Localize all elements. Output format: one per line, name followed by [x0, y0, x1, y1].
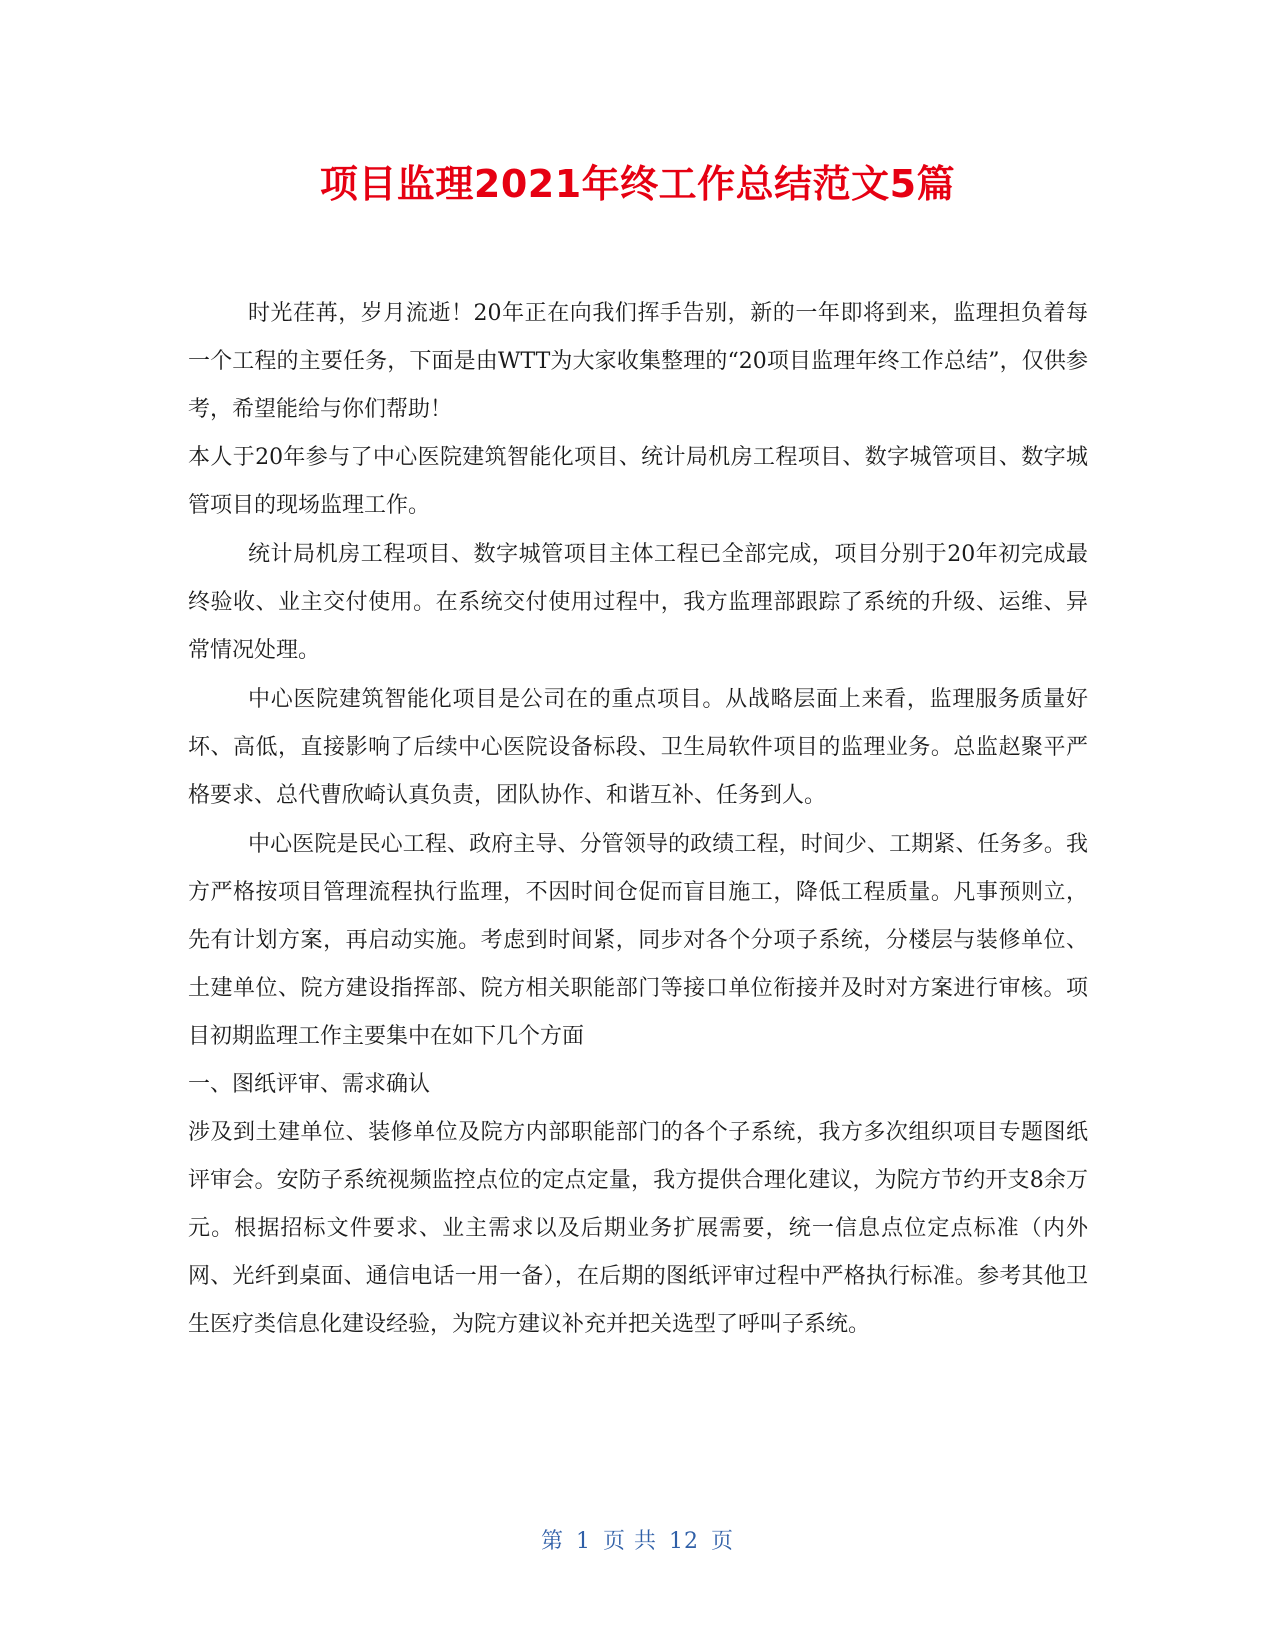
paragraph-participation: 本人于20年参与了中心医院建筑智能化项目、统计局机房工程项目、数字城管项目、数字城管项目的现场监理工作。 — [188, 445, 1088, 518]
footer-middle: 页 共 — [603, 1529, 657, 1554]
paragraph-hospital-details: 中心医院是民心工程、政府主导、分管领导的政绩工程，时间少、工期紧、任务多。我方严格按项目管理流程执行监理，不因时间仓促而盲目施工，降低工程质量。凡事预则立，先有计划方案，再启动实施。考虑到时间紧，同步对各个分项子系统，分楼层与装修单位、土建单位、院方建设指挥部、院方相关职能部门等接口单位衔接并及时对方案进行审核。项目初期监理工作主要集中在如下几个方面 — [188, 832, 1088, 1049]
paragraph-hospital-project: 中心医院建筑智能化项目是公司在的重点项目。从战略层面上来看，监理服务质量好坏、高低，直接影响了后续中心医院设备标段、卫生局软件项目的监理业务。总监赵聚平严格要求、总代曹欣崎认真负责，团队协作、和谐互补、任务到人。 — [188, 687, 1088, 808]
footer-prefix: 第 — [540, 1529, 564, 1554]
footer-total-pages: 12 — [669, 1529, 699, 1554]
section-heading-drawing-review: 一、图纸评审、需求确认 — [188, 1072, 431, 1097]
footer-suffix: 页 — [711, 1529, 735, 1554]
paragraph-intro: 时光荏苒，岁月流逝！20年正在向我们挥手告别，新的一年即将到来，监理担负着每一个工程的主要任务，下面是由WTT为大家收集整理的“20项目监理年终工作总结”，仅供参考，希望能给与你们帮助！ — [188, 301, 1088, 422]
document-title: 项目监理2021年终工作总结范文5篇 — [319, 162, 956, 206]
document-body — [188, 290, 1088, 1349]
paragraph-drawing-review: 涉及到土建单位、装修单位及院方内部职能部门的各个子系统，我方多次组织项目专题图纸评审会。安防子系统视频监控点位的定点定量，我方提供合理化建议，为院方节约开支8余万元。根据招标文件要求、业主需求以及后期业务扩展需要，统一信息点位定点标准（内外网、光纤到桌面、通信电话一用一备），在后期的图纸评审过程中严格执行标准。参考其他卫生医疗类信息化建设经验，为院方建议补充并把关选型了呼叫子系统。 — [188, 1120, 1088, 1337]
footer-current-page: 1 — [576, 1529, 591, 1554]
paragraph-completed-projects: 统计局机房工程项目、数字城管项目主体工程已全部完成，项目分别于20年初完成最终验收、业主交付使用。在系统交付使用过程中，我方监理部跟踪了系统的升级、运维、异常情况处理。 — [188, 542, 1088, 663]
page-footer — [0, 1527, 1275, 1557]
